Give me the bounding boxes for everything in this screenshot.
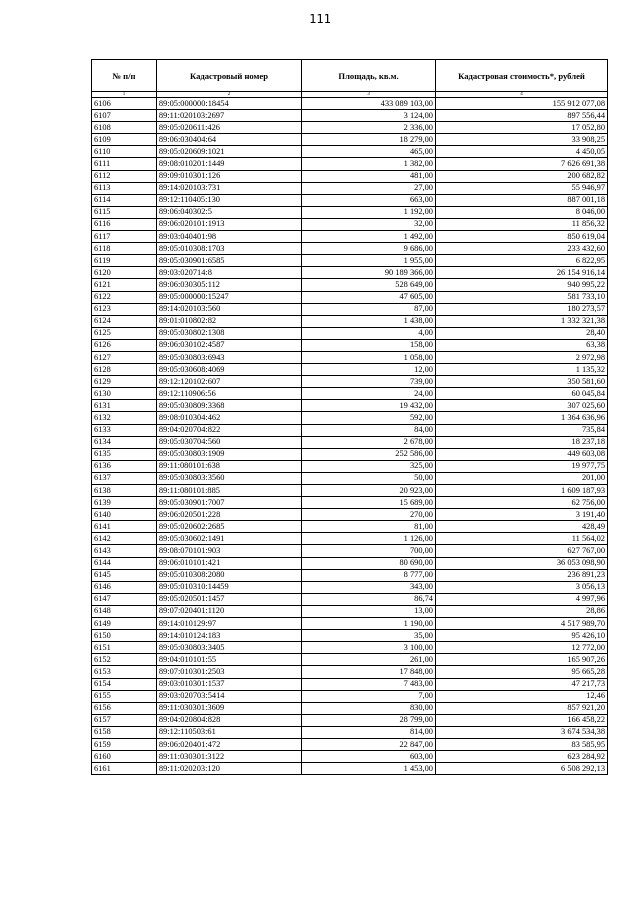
row-index: 6112 <box>92 170 157 182</box>
area-value: 50,00 <box>302 472 436 484</box>
area-value: 12,00 <box>302 364 436 376</box>
row-index: 6161 <box>92 763 157 775</box>
cadastral-value: 28,86 <box>435 605 607 617</box>
area-value: 592,00 <box>302 412 436 424</box>
area-value: 8 777,00 <box>302 569 436 581</box>
cadastral-value: 449 603,08 <box>435 448 607 460</box>
area-value: 17 848,00 <box>302 666 436 678</box>
table-row <box>92 448 608 460</box>
table-row <box>92 545 608 557</box>
row-index: 6116 <box>92 218 157 230</box>
cadastral-number: 89:06:020101:1913 <box>156 218 301 230</box>
area-value: 18 279,00 <box>302 134 436 146</box>
area-value: 1 438,00 <box>302 315 436 327</box>
area-value: 814,00 <box>302 726 436 738</box>
row-index: 6150 <box>92 630 157 642</box>
cadastral-number: 89:06:030404:64 <box>156 134 301 146</box>
table-row <box>92 182 608 194</box>
area-value: 481,00 <box>302 170 436 182</box>
cadastral-table <box>91 59 608 775</box>
row-index: 6141 <box>92 521 157 533</box>
cadastral-number: 89:05:030802:1308 <box>156 327 301 339</box>
area-value: 1 453,00 <box>302 763 436 775</box>
area-value: 84,00 <box>302 424 436 436</box>
cadastral-value: 12 772,00 <box>435 642 607 654</box>
cadastral-number: 89:07:010301:2503 <box>156 666 301 678</box>
area-value: 15 689,00 <box>302 497 436 509</box>
cadastral-value: 201,00 <box>435 472 607 484</box>
cadastral-number: 89:05:010308:2080 <box>156 569 301 581</box>
row-index: 6115 <box>92 206 157 218</box>
row-index: 6118 <box>92 243 157 255</box>
row-index: 6125 <box>92 327 157 339</box>
area-value: 24,00 <box>302 388 436 400</box>
area-value: 603,00 <box>302 751 436 763</box>
cadastral-number: 89:05:030803:3405 <box>156 642 301 654</box>
cadastral-number: 89:03:020714:8 <box>156 267 301 279</box>
cadastral-value: 627 767,00 <box>435 545 607 557</box>
area-value: 1 955,00 <box>302 255 436 267</box>
row-index: 6137 <box>92 472 157 484</box>
cadastral-value: 1 609 187,93 <box>435 485 607 497</box>
header-area: Площадь, кв.м. <box>302 60 436 92</box>
area-value: 2 678,00 <box>302 436 436 448</box>
row-index: 6128 <box>92 364 157 376</box>
row-index: 6155 <box>92 690 157 702</box>
area-value: 4,00 <box>302 327 436 339</box>
row-index: 6108 <box>92 122 157 134</box>
cadastral-number: 89:06:020401:472 <box>156 738 301 750</box>
cadastral-number: 89:12:110405:130 <box>156 194 301 206</box>
cadastral-number: 89:06:030305:112 <box>156 279 301 291</box>
row-index: 6122 <box>92 291 157 303</box>
row-index: 6119 <box>92 255 157 267</box>
table-row <box>92 400 608 412</box>
cadastral-number: 89:06:030102:4587 <box>156 339 301 351</box>
row-index: 6120 <box>92 267 157 279</box>
row-index: 6107 <box>92 110 157 122</box>
cadastral-number: 89:03:040401:98 <box>156 231 301 243</box>
cadastral-number: 89:05:030901:6585 <box>156 255 301 267</box>
area-value: 1 058,00 <box>302 351 436 363</box>
table-row <box>92 557 608 569</box>
row-index: 6131 <box>92 400 157 412</box>
area-value: 1 382,00 <box>302 158 436 170</box>
cadastral-value: 11 564,02 <box>435 533 607 545</box>
cadastral-number: 89:05:030803:6943 <box>156 351 301 363</box>
row-index: 6143 <box>92 545 157 557</box>
cadastral-number: 89:05:030704:560 <box>156 436 301 448</box>
table-row <box>92 158 608 170</box>
row-index: 6127 <box>92 351 157 363</box>
cadastral-number: 89:05:010308:1703 <box>156 243 301 255</box>
area-value: 1 126,00 <box>302 533 436 545</box>
table-row <box>92 654 608 666</box>
cadastral-value: 62 756,00 <box>435 497 607 509</box>
cadastral-value: 18 237,18 <box>435 436 607 448</box>
column-number: 1 <box>92 92 157 98</box>
column-number: 3 <box>302 92 436 98</box>
cadastral-value: 55 946,97 <box>435 182 607 194</box>
cadastral-value: 165 907,26 <box>435 654 607 666</box>
table-row <box>92 267 608 279</box>
cadastral-value: 1 364 636,96 <box>435 412 607 424</box>
cadastral-value: 3 191,40 <box>435 509 607 521</box>
table-row <box>92 472 608 484</box>
table-row <box>92 388 608 400</box>
table-row <box>92 763 608 775</box>
cadastral-number: 89:05:020611:426 <box>156 122 301 134</box>
row-index: 6114 <box>92 194 157 206</box>
header-cadastral-number: Кадастровый номер <box>156 60 301 92</box>
cadastral-value: 236 891,23 <box>435 569 607 581</box>
area-value: 87,00 <box>302 303 436 315</box>
cadastral-number: 89:05:020609:1021 <box>156 146 301 158</box>
table-row <box>92 339 608 351</box>
cadastral-number: 89:04:020704:822 <box>156 424 301 436</box>
cadastral-value: 33 908,25 <box>435 134 607 146</box>
area-value: 3 100,00 <box>302 642 436 654</box>
area-value: 22 847,00 <box>302 738 436 750</box>
area-value: 13,00 <box>302 605 436 617</box>
table-row <box>92 218 608 230</box>
table-row <box>92 194 608 206</box>
area-value: 3 124,00 <box>302 110 436 122</box>
row-index: 6157 <box>92 714 157 726</box>
cadastral-number: 89:05:020602:2685 <box>156 521 301 533</box>
cadastral-number: 89:05:030803:3560 <box>156 472 301 484</box>
table-row <box>92 351 608 363</box>
row-index: 6134 <box>92 436 157 448</box>
area-value: 252 586,00 <box>302 448 436 460</box>
table-row <box>92 605 608 617</box>
area-value: 80 690,00 <box>302 557 436 569</box>
table-row <box>92 678 608 690</box>
cadastral-value: 4 517 989,70 <box>435 618 607 630</box>
table-row <box>92 738 608 750</box>
table-row <box>92 714 608 726</box>
row-index: 6109 <box>92 134 157 146</box>
row-index: 6147 <box>92 593 157 605</box>
row-index: 6148 <box>92 605 157 617</box>
area-value: 830,00 <box>302 702 436 714</box>
area-value: 325,00 <box>302 460 436 472</box>
cadastral-number: 89:08:070101:903 <box>156 545 301 557</box>
cadastral-value: 95 426,10 <box>435 630 607 642</box>
cadastral-value: 1 332 321,38 <box>435 315 607 327</box>
area-value: 1 192,00 <box>302 206 436 218</box>
cadastral-value: 83 585,95 <box>435 738 607 750</box>
table-row <box>92 134 608 146</box>
area-value: 90 189 366,00 <box>302 267 436 279</box>
cadastral-value: 307 025,60 <box>435 400 607 412</box>
cadastral-value: 6 822,95 <box>435 255 607 267</box>
cadastral-number: 89:11:020203:120 <box>156 763 301 775</box>
cadastral-number: 89:04:020804:828 <box>156 714 301 726</box>
area-value: 270,00 <box>302 509 436 521</box>
table-row <box>92 666 608 678</box>
row-index: 6142 <box>92 533 157 545</box>
cadastral-number: 89:04:010101:55 <box>156 654 301 666</box>
table-row <box>92 593 608 605</box>
cadastral-number: 89:05:030608:4069 <box>156 364 301 376</box>
cadastral-number: 89:14:010124:183 <box>156 630 301 642</box>
area-value: 7,00 <box>302 690 436 702</box>
cadastral-number: 89:12:110503:61 <box>156 726 301 738</box>
cadastral-value: 26 154 916,14 <box>435 267 607 279</box>
cadastral-value: 6 508 292,13 <box>435 763 607 775</box>
table-row <box>92 327 608 339</box>
area-value: 343,00 <box>302 581 436 593</box>
table-row <box>92 98 608 110</box>
cadastral-number: 89:03:010301:1537 <box>156 678 301 690</box>
area-value: 700,00 <box>302 545 436 557</box>
table-row <box>92 702 608 714</box>
table-row <box>92 436 608 448</box>
cadastral-number: 89:08:010304:462 <box>156 412 301 424</box>
area-value: 35,00 <box>302 630 436 642</box>
row-index: 6146 <box>92 581 157 593</box>
cadastral-value: 28,40 <box>435 327 607 339</box>
cadastral-number: 89:14:010129:97 <box>156 618 301 630</box>
cadastral-value: 350 581,60 <box>435 376 607 388</box>
area-value: 7 483,00 <box>302 678 436 690</box>
row-index: 6133 <box>92 424 157 436</box>
area-value: 528 649,00 <box>302 279 436 291</box>
table-row <box>92 243 608 255</box>
table-row <box>92 630 608 642</box>
area-value: 433 089 103,00 <box>302 98 436 110</box>
cadastral-value: 47 217,73 <box>435 678 607 690</box>
cadastral-number: 89:06:040302:5 <box>156 206 301 218</box>
cadastral-number: 89:11:080101:638 <box>156 460 301 472</box>
row-index: 6138 <box>92 485 157 497</box>
area-value: 1 492,00 <box>302 231 436 243</box>
cadastral-value: 735,84 <box>435 424 607 436</box>
row-index: 6153 <box>92 666 157 678</box>
table-row <box>92 618 608 630</box>
area-value: 1 190,00 <box>302 618 436 630</box>
area-value: 2 336,00 <box>302 122 436 134</box>
cadastral-number: 89:01:010802:82 <box>156 315 301 327</box>
row-index: 6158 <box>92 726 157 738</box>
row-index: 6117 <box>92 231 157 243</box>
table-row <box>92 170 608 182</box>
row-index: 6156 <box>92 702 157 714</box>
table-row <box>92 485 608 497</box>
table-row <box>92 231 608 243</box>
row-index: 6159 <box>92 738 157 750</box>
cadastral-value: 4 450,05 <box>435 146 607 158</box>
table-row <box>92 279 608 291</box>
area-value: 739,00 <box>302 376 436 388</box>
cadastral-number: 89:05:020501:1457 <box>156 593 301 605</box>
row-index: 6145 <box>92 569 157 581</box>
row-index: 6136 <box>92 460 157 472</box>
row-index: 6121 <box>92 279 157 291</box>
cadastral-value: 180 273,57 <box>435 303 607 315</box>
cadastral-value: 166 458,22 <box>435 714 607 726</box>
table-row <box>92 509 608 521</box>
area-value: 9 686,00 <box>302 243 436 255</box>
table-row <box>92 751 608 763</box>
table-row <box>92 690 608 702</box>
cadastral-number: 89:11:030301:3609 <box>156 702 301 714</box>
cadastral-number: 89:06:020501:228 <box>156 509 301 521</box>
cadastral-value: 60 045,84 <box>435 388 607 400</box>
row-index: 6140 <box>92 509 157 521</box>
row-index: 6124 <box>92 315 157 327</box>
cadastral-value: 897 556,44 <box>435 110 607 122</box>
cadastral-value: 581 733,10 <box>435 291 607 303</box>
cadastral-value: 3 056,13 <box>435 581 607 593</box>
row-index: 6149 <box>92 618 157 630</box>
header-cadastral-value: Кадастровая стоимость*, рублей <box>435 60 607 92</box>
cadastral-value: 887 001,18 <box>435 194 607 206</box>
table-row <box>92 315 608 327</box>
table-row <box>92 364 608 376</box>
area-value: 28 799,00 <box>302 714 436 726</box>
row-index: 6111 <box>92 158 157 170</box>
cadastral-number: 89:07:020401:1120 <box>156 605 301 617</box>
table-row <box>92 726 608 738</box>
table-row <box>92 376 608 388</box>
table-row <box>92 206 608 218</box>
cadastral-number: 89:14:020103:560 <box>156 303 301 315</box>
cadastral-value: 4 997,96 <box>435 593 607 605</box>
cadastral-number: 89:08:010201:1449 <box>156 158 301 170</box>
area-value: 27,00 <box>302 182 436 194</box>
cadastral-value: 850 619,04 <box>435 231 607 243</box>
row-index: 6106 <box>92 98 157 110</box>
row-index: 6139 <box>92 497 157 509</box>
row-index: 6129 <box>92 376 157 388</box>
cadastral-value: 857 921,20 <box>435 702 607 714</box>
table-row <box>92 569 608 581</box>
cadastral-number: 89:05:030809:3368 <box>156 400 301 412</box>
cadastral-value: 428,49 <box>435 521 607 533</box>
cadastral-value: 7 626 691,38 <box>435 158 607 170</box>
cadastral-value: 233 432,60 <box>435 243 607 255</box>
row-index: 6152 <box>92 654 157 666</box>
cadastral-number: 89:11:080101:885 <box>156 485 301 497</box>
cadastral-number: 89:05:030901:7007 <box>156 497 301 509</box>
page-number: 111 <box>309 12 331 26</box>
table-body <box>92 98 608 775</box>
cadastral-value: 17 052,80 <box>435 122 607 134</box>
row-index: 6160 <box>92 751 157 763</box>
area-value: 86,74 <box>302 593 436 605</box>
cadastral-number: 89:06:010101:421 <box>156 557 301 569</box>
table-row <box>92 521 608 533</box>
cadastral-value: 12,46 <box>435 690 607 702</box>
cadastral-value: 3 674 534,38 <box>435 726 607 738</box>
table-row <box>92 110 608 122</box>
row-index: 6135 <box>92 448 157 460</box>
cadastral-value: 95 665,28 <box>435 666 607 678</box>
area-value: 47 605,00 <box>302 291 436 303</box>
row-index: 6126 <box>92 339 157 351</box>
cadastral-number: 89:05:000000:15247 <box>156 291 301 303</box>
table-row <box>92 424 608 436</box>
cadastral-number: 89:05:010310:14459 <box>156 581 301 593</box>
cadastral-value: 2 972,98 <box>435 351 607 363</box>
table-row <box>92 412 608 424</box>
cadastral-number: 89:03:020703:5414 <box>156 690 301 702</box>
cadastral-number: 89:09:010301:126 <box>156 170 301 182</box>
column-number: 2 <box>156 92 301 98</box>
cadastral-number: 89:05:030803:1909 <box>156 448 301 460</box>
area-value: 81,00 <box>302 521 436 533</box>
row-index: 6110 <box>92 146 157 158</box>
area-value: 19 432,00 <box>302 400 436 412</box>
cadastral-value: 1 135,32 <box>435 364 607 376</box>
row-index: 6132 <box>92 412 157 424</box>
table-row <box>92 497 608 509</box>
cadastral-number: 89:12:120102:607 <box>156 376 301 388</box>
cadastral-number: 89:05:030602:1491 <box>156 533 301 545</box>
area-value: 32,00 <box>302 218 436 230</box>
cadastral-value: 63,38 <box>435 339 607 351</box>
table-row <box>92 581 608 593</box>
area-value: 158,00 <box>302 339 436 351</box>
area-value: 261,00 <box>302 654 436 666</box>
column-number: 4 <box>435 92 607 98</box>
table-row <box>92 533 608 545</box>
table-row <box>92 460 608 472</box>
cadastral-value: 200 682,82 <box>435 170 607 182</box>
cadastral-value: 8 046,00 <box>435 206 607 218</box>
cadastral-value: 11 856,32 <box>435 218 607 230</box>
area-value: 465,00 <box>302 146 436 158</box>
cadastral-number: 89:11:030301:3122 <box>156 751 301 763</box>
cadastral-number: 89:12:110906:56 <box>156 388 301 400</box>
table-row <box>92 291 608 303</box>
area-value: 663,00 <box>302 194 436 206</box>
row-index: 6123 <box>92 303 157 315</box>
table-row <box>92 642 608 654</box>
table-row <box>92 122 608 134</box>
cadastral-number: 89:14:020103:731 <box>156 182 301 194</box>
cadastral-value: 36 053 098,90 <box>435 557 607 569</box>
cadastral-value: 19 977,75 <box>435 460 607 472</box>
header-index: № п/п <box>92 60 157 92</box>
row-index: 6151 <box>92 642 157 654</box>
cadastral-value: 940 995,22 <box>435 279 607 291</box>
table-row <box>92 255 608 267</box>
cadastral-number: 89:05:000000:18454 <box>156 98 301 110</box>
row-index: 6113 <box>92 182 157 194</box>
row-index: 6154 <box>92 678 157 690</box>
cadastral-value: 155 912 077,08 <box>435 98 607 110</box>
row-index: 6130 <box>92 388 157 400</box>
area-value: 20 923,00 <box>302 485 436 497</box>
row-index: 6144 <box>92 557 157 569</box>
cadastral-value: 623 284,92 <box>435 751 607 763</box>
table-row <box>92 303 608 315</box>
table-header-row <box>92 60 608 92</box>
cadastral-number: 89:11:020103:2697 <box>156 110 301 122</box>
table-row <box>92 146 608 158</box>
